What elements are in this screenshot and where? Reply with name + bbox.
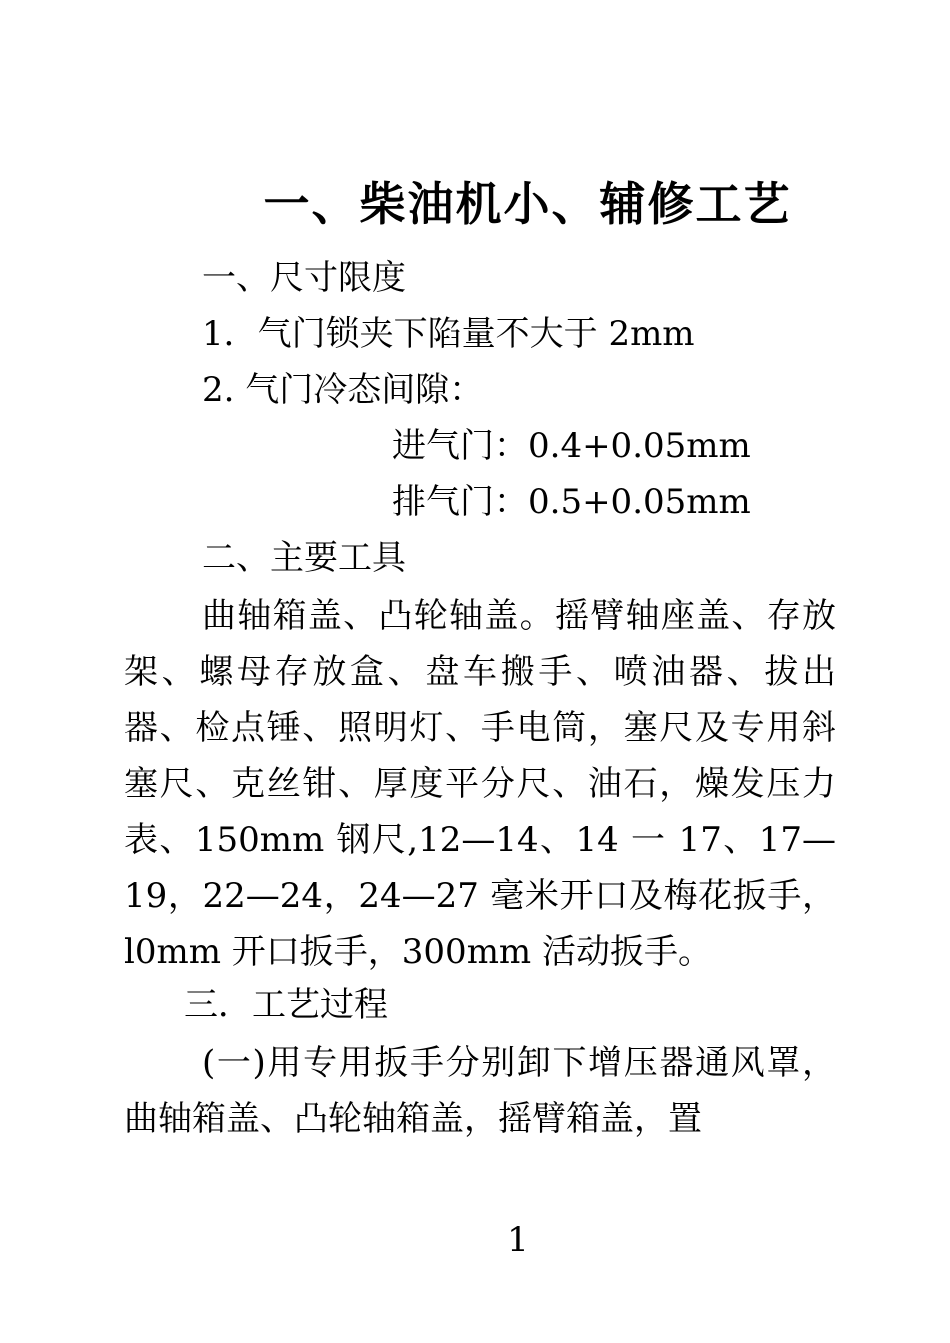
intake-valve-clearance: 进气门：0.4+0.05mm [392,426,751,466]
page-number: 1 [507,1220,529,1260]
valve-lock-item: 1．气门锁夹下陷量不大于 2mm [202,314,695,354]
tools-paragraph: 曲轴箱盖、凸轮轴盖。摇臂轴座盖、存放架、螺母存放盒、盘车搬手、喷油器、拔出器、检点锤、照明灯、手电筒，塞尺及专用斜塞尺、克丝钳、厚度平分尺、油石，燥发压力表、150mm 钢尺,12—14、14 一 17、17—19，22—24，24—27 毫米开口及梅花扳手，l0mm 开口扳手，300mm 活动扳手。 [124,596,836,972]
process-step-1: (一)用专用扳手分别卸下增压器通风罩，曲轴箱盖、凸轮轴箱盖，摇臂箱盖，置 [124,1043,836,1139]
section-heading-dimension-limits: 一、尺寸限度 [202,258,406,298]
exhaust-valve-clearance: 排气门：0.5+0.05mm [392,482,751,522]
document-title: 一、柴油机小、辅修工艺 [263,177,792,231]
valve-clearance-item: 2. 气门冷态间隙： [202,370,484,410]
section-heading-process: 三．工艺过程 [184,985,388,1025]
section-heading-main-tools: 二、主要工具 [202,538,406,578]
